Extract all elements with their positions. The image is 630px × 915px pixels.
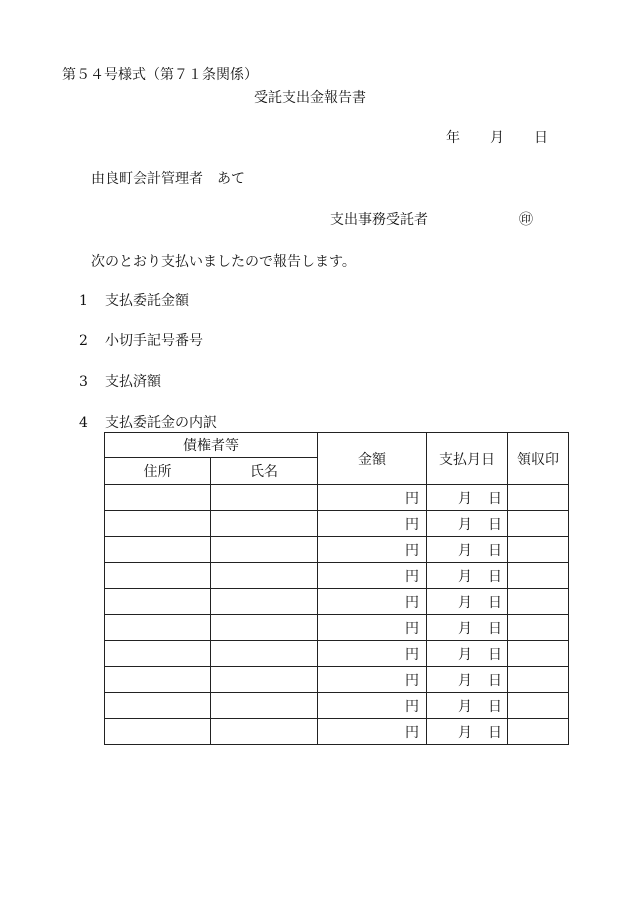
cell-pay-date[interactable]	[427, 615, 508, 641]
cell-amount[interactable]: 円	[318, 615, 427, 641]
header-creditor: 債権者等	[105, 433, 318, 458]
item-label: 支払委託金の内訳	[105, 415, 217, 431]
header-address: 住所	[105, 458, 211, 485]
document-title: 受託支出金報告書	[254, 90, 366, 106]
month-label: 月	[458, 490, 472, 507]
cell-pay-date[interactable]	[427, 485, 508, 511]
day-label: 日	[488, 542, 502, 559]
cell-address[interactable]	[105, 615, 211, 641]
day-label: 日	[488, 516, 502, 533]
cell-amount[interactable]: 円	[318, 693, 427, 719]
date-day-label: 日	[534, 130, 548, 146]
cell-amount[interactable]: 円	[318, 485, 427, 511]
day-label: 日	[488, 620, 502, 637]
item-number: 1	[79, 293, 88, 309]
month-label: 月	[458, 542, 472, 559]
cell-receipt-seal[interactable]	[508, 693, 569, 719]
header-receipt-seal: 領収印	[508, 433, 569, 485]
cell-pay-date[interactable]	[427, 641, 508, 667]
month-label: 月	[458, 672, 472, 689]
addressee: 由良町会計管理者 あて	[91, 171, 245, 187]
day-label: 日	[488, 698, 502, 715]
reporter-label: 支出事務受託者	[330, 212, 428, 228]
cell-receipt-seal[interactable]	[508, 511, 569, 537]
item-label: 支払済額	[105, 374, 161, 390]
month-label: 月	[458, 620, 472, 637]
header-amount: 金額	[318, 433, 427, 485]
cell-address[interactable]	[105, 563, 211, 589]
day-label: 日	[488, 594, 502, 611]
cell-address[interactable]	[105, 537, 211, 563]
date-year-label: 年	[446, 130, 460, 146]
cell-name[interactable]	[211, 511, 318, 537]
cell-name[interactable]	[211, 615, 318, 641]
item-number: 4	[79, 415, 88, 431]
cell-name[interactable]	[211, 693, 318, 719]
breakdown-table	[104, 432, 569, 745]
form-number: 第５４号様式（第７１条関係）	[62, 67, 258, 83]
item-label: 小切手記号番号	[105, 333, 203, 349]
table-row	[105, 693, 569, 719]
cell-receipt-seal[interactable]	[508, 719, 569, 745]
cell-name[interactable]	[211, 667, 318, 693]
cell-address[interactable]	[105, 693, 211, 719]
header-pay-date: 支払月日	[427, 433, 508, 485]
month-label: 月	[458, 568, 472, 585]
cell-receipt-seal[interactable]	[508, 589, 569, 615]
cell-receipt-seal[interactable]	[508, 485, 569, 511]
day-label: 日	[488, 672, 502, 689]
cell-address[interactable]	[105, 667, 211, 693]
cell-amount[interactable]: 円	[318, 537, 427, 563]
table-row	[105, 641, 569, 667]
cell-receipt-seal[interactable]	[508, 667, 569, 693]
cell-receipt-seal[interactable]	[508, 641, 569, 667]
table-row	[105, 537, 569, 563]
month-label: 月	[458, 646, 472, 663]
header-name: 氏名	[211, 458, 318, 485]
cell-amount[interactable]: 円	[318, 641, 427, 667]
cell-address[interactable]	[105, 719, 211, 745]
table-row	[105, 667, 569, 693]
cell-amount[interactable]: 円	[318, 511, 427, 537]
cell-receipt-seal[interactable]	[508, 563, 569, 589]
cell-name[interactable]	[211, 719, 318, 745]
seal-icon: ㊞	[519, 212, 533, 228]
cell-address[interactable]	[105, 641, 211, 667]
cell-name[interactable]	[211, 563, 318, 589]
month-label: 月	[458, 698, 472, 715]
cell-receipt-seal[interactable]	[508, 537, 569, 563]
table-body	[105, 485, 569, 745]
table-row	[105, 615, 569, 641]
cell-amount[interactable]: 円	[318, 719, 427, 745]
day-label: 日	[488, 490, 502, 507]
cell-address[interactable]	[105, 511, 211, 537]
date-month-label: 月	[490, 130, 504, 146]
cell-address[interactable]	[105, 589, 211, 615]
cell-name[interactable]	[211, 641, 318, 667]
table-row	[105, 511, 569, 537]
cell-pay-date[interactable]	[427, 589, 508, 615]
table-row	[105, 589, 569, 615]
day-label: 日	[488, 568, 502, 585]
cell-pay-date[interactable]	[427, 511, 508, 537]
cell-amount[interactable]: 円	[318, 589, 427, 615]
cell-amount[interactable]: 円	[318, 667, 427, 693]
cell-receipt-seal[interactable]	[508, 615, 569, 641]
item-number: 3	[79, 374, 88, 390]
month-label: 月	[458, 724, 472, 741]
cell-amount[interactable]: 円	[318, 563, 427, 589]
cell-pay-date[interactable]	[427, 667, 508, 693]
month-label: 月	[458, 594, 472, 611]
cell-pay-date[interactable]	[427, 719, 508, 745]
cell-pay-date[interactable]	[427, 537, 508, 563]
day-label: 日	[488, 724, 502, 741]
cell-name[interactable]	[211, 589, 318, 615]
cell-name[interactable]	[211, 485, 318, 511]
item-number: 2	[79, 333, 88, 349]
cell-pay-date[interactable]	[427, 563, 508, 589]
cell-address[interactable]	[105, 485, 211, 511]
table-row	[105, 563, 569, 589]
cell-name[interactable]	[211, 537, 318, 563]
month-label: 月	[458, 516, 472, 533]
item-label: 支払委託金額	[105, 293, 189, 309]
cell-pay-date[interactable]	[427, 693, 508, 719]
table-row	[105, 485, 569, 511]
day-label: 日	[488, 646, 502, 663]
intro-text: 次のとおり支払いましたので報告します。	[91, 254, 356, 270]
table-row	[105, 719, 569, 745]
